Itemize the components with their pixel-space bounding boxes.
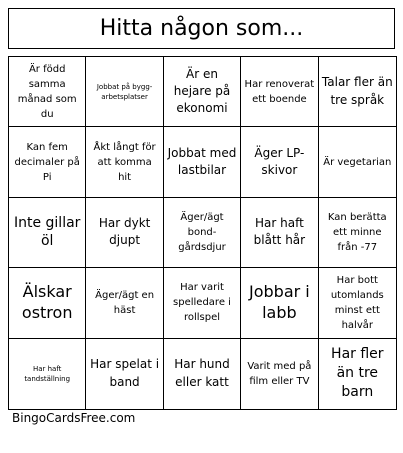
bingo-cell[interactable] xyxy=(9,198,86,268)
bingo-cell-text: Har spelat i band xyxy=(90,357,160,389)
bingo-cell[interactable] xyxy=(164,339,241,409)
bingo-cell[interactable] xyxy=(86,57,163,127)
bingo-cell-text: Åkt långt för att komma hit xyxy=(93,141,156,183)
footer-text: BingoCardsFree.com xyxy=(12,411,136,425)
bingo-cell-text: Talar fler än tre språk xyxy=(321,75,393,107)
bingo-cell[interactable] xyxy=(9,268,86,338)
bingo-cell[interactable] xyxy=(319,268,396,338)
bingo-cell[interactable] xyxy=(86,268,163,338)
bingo-cell-text: Kan berätta ett minne från -77 xyxy=(327,211,387,253)
bingo-cell[interactable] xyxy=(319,127,396,197)
bingo-cell[interactable] xyxy=(86,127,163,197)
bingo-cell[interactable] xyxy=(241,339,318,409)
bingo-cell[interactable] xyxy=(319,198,396,268)
bingo-cell-text: Älskar ostron xyxy=(21,282,73,322)
bingo-cell-text: Varit med på film eller TV xyxy=(247,360,312,387)
bingo-cell[interactable] xyxy=(9,127,86,197)
bingo-cell-text: Har varit spelledare i rollspel xyxy=(173,282,231,324)
bingo-cell-text: Har fler än tre barn xyxy=(331,346,384,401)
bingo-cell[interactable] xyxy=(241,127,318,197)
bingo-cell[interactable] xyxy=(9,57,86,127)
bingo-cell[interactable] xyxy=(164,268,241,338)
bingo-cell-text: Har dykt djupt xyxy=(98,216,151,248)
bingo-cell[interactable] xyxy=(319,57,396,127)
bingo-cell-text: Har hund eller katt xyxy=(174,357,230,389)
bingo-cell[interactable] xyxy=(86,198,163,268)
bingo-cell-text: Är född samma månad som du xyxy=(17,63,77,120)
bingo-cell-text: Är vegetarian xyxy=(323,156,392,168)
bingo-cell[interactable] xyxy=(241,198,318,268)
bingo-cell-text: Jobbat på bygg-arbetsplatser xyxy=(96,82,153,101)
bingo-cell[interactable] xyxy=(164,57,241,127)
bingo-cell-text: Jobbat med lastbilar xyxy=(167,145,237,178)
bingo-cell-text: Har haft tandställning xyxy=(24,364,71,383)
bingo-cell-text: Kan fem decimaler på Pi xyxy=(14,141,80,183)
bingo-cell[interactable] xyxy=(241,57,318,127)
bingo-cell[interactable] xyxy=(319,339,396,409)
bingo-cell[interactable] xyxy=(164,198,241,268)
title-box xyxy=(8,8,395,49)
bingo-cell-text: Jobbar i labb xyxy=(249,282,310,322)
bingo-cell[interactable] xyxy=(164,127,241,197)
bingo-cell-text: Har haft blått hår xyxy=(253,216,306,248)
bingo-cell-text: Äger/ägt en häst xyxy=(95,289,155,316)
bingo-cell[interactable] xyxy=(9,339,86,409)
bingo-grid xyxy=(8,56,397,410)
bingo-cell[interactable] xyxy=(86,339,163,409)
card-title: Hitta någon som... xyxy=(99,15,304,41)
bingo-cell-text: Inte gillar öl xyxy=(13,214,81,250)
bingo-cell-text: Äger/ägt bond-gårdsdjur xyxy=(178,211,226,253)
bingo-cell-text: Har bott utomlands minst ett halvår xyxy=(330,274,384,331)
bingo-cell-text: Äger LP-skivor xyxy=(254,145,305,178)
bingo-cell[interactable] xyxy=(241,268,318,338)
bingo-cell-text: Har renoverat ett boende xyxy=(244,78,315,105)
bingo-cell-text: Är en hejare på ekonomi xyxy=(173,66,231,116)
